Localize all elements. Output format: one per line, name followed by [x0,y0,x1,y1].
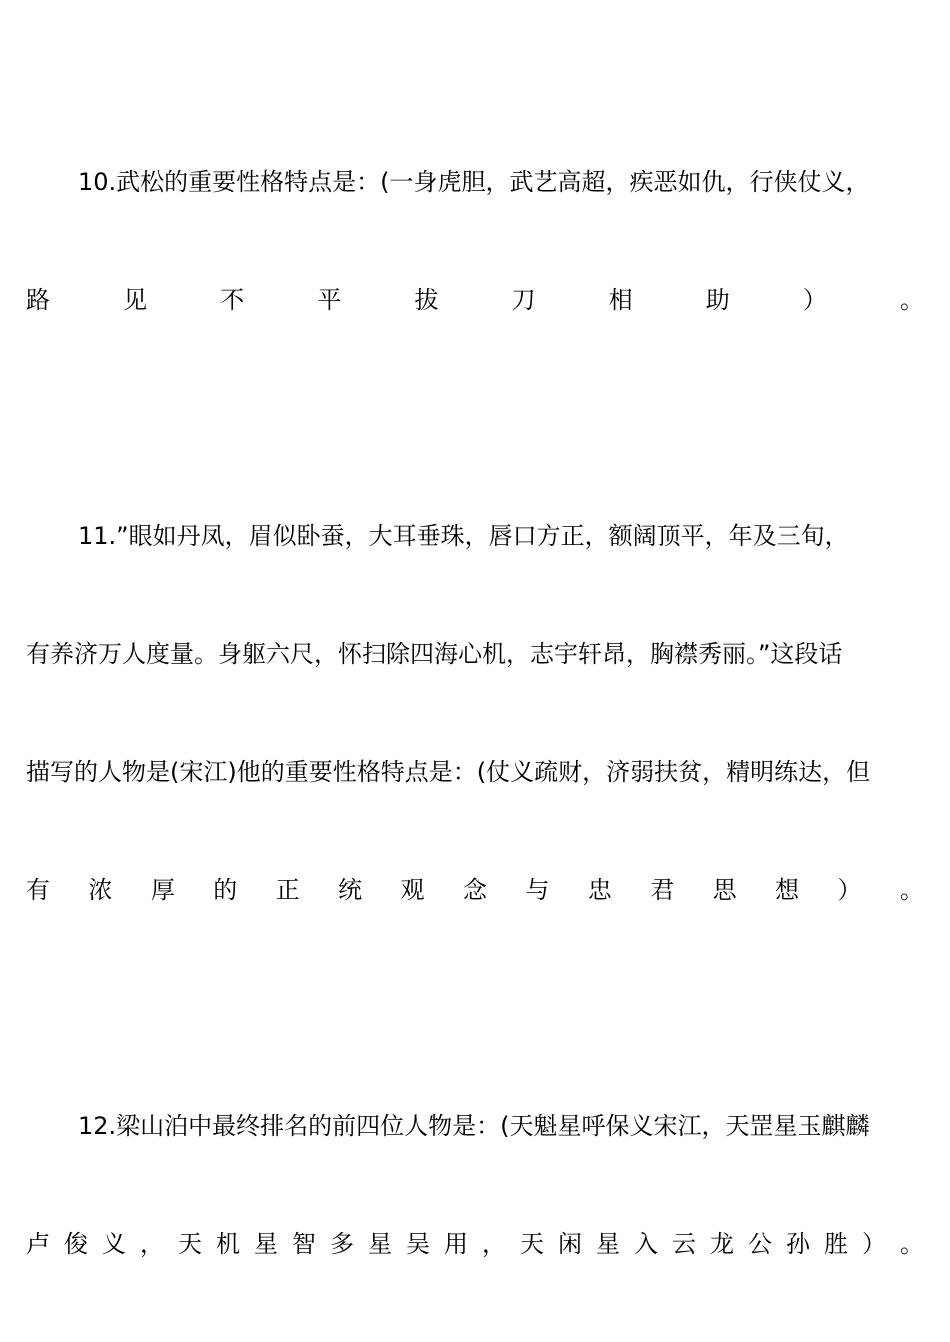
spread-char: 。 [900,1230,924,1258]
spread-char: 龙 [710,1230,734,1258]
spread-char: 智 [292,1230,316,1258]
spread-char: 天 [520,1230,544,1258]
spread-char: 念 [462,876,487,904]
spread-char: 浓 [88,876,113,904]
spread-char: 云 [672,1230,696,1258]
spread-char: 拔 [414,286,439,314]
spread-char: 观 [400,876,425,904]
spread-char: 与 [525,876,550,904]
spread-char: 刀 [511,286,536,314]
spread-char: 多 [330,1230,354,1258]
spread-char: 正 [275,876,300,904]
spread-char: 统 [338,876,363,904]
item-12-line-2 [26,1224,924,1264]
spread-char: ） [862,1230,886,1258]
item-10-line-1: 10.武松的重要性格特点是：(一身虎胆，武艺高超，疾恶如仇，行侠仗义， [78,168,870,196]
spread-char: 不 [220,286,245,314]
spread-char: 星 [596,1230,620,1258]
item-11-line-1: 11.”眼如丹凤，眉似卧蚕，大耳垂珠，唇口方正，额阔顶平，年及三旬， [78,522,849,550]
spread-char: 助 [705,286,730,314]
item-12-line-1: 12.梁山泊中最终排名的前四位人物是：(天魁星呼保义宋江，天罡星玉麒麟 [78,1112,870,1140]
spread-char: 吴 [406,1230,430,1258]
spread-char: ， [482,1230,506,1258]
spread-char: 思 [712,876,737,904]
spread-char: 俊 [64,1230,88,1258]
spread-char: 路 [26,286,50,314]
item-11-line-2: 有养济万人度量。身躯六尺，怀扫除四海心机，志宇轩昂，胸襟秀丽。”这段话 [26,640,843,668]
spread-char: 卢 [26,1230,50,1258]
spread-char: 天 [178,1230,202,1258]
spread-char: 入 [634,1230,658,1258]
spread-char: 君 [650,876,675,904]
spread-char: 。 [899,876,924,904]
spread-char: 有 [26,876,50,904]
spread-char: 义 [102,1230,126,1258]
spread-char: 忠 [587,876,612,904]
spread-char: 的 [213,876,238,904]
spread-char: ） [837,876,862,904]
spread-char: 平 [317,286,342,314]
spread-char: 见 [123,286,148,314]
spread-char: 公 [748,1230,772,1258]
spread-char: 星 [254,1230,278,1258]
spread-char: 闲 [558,1230,582,1258]
item-10-line-2 [26,280,924,320]
spread-char: 想 [775,876,800,904]
spread-char: 厚 [150,876,175,904]
spread-char: 相 [608,286,633,314]
spread-char: 机 [216,1230,240,1258]
spread-char: ） [802,286,827,314]
item-11-line-4 [26,870,924,910]
item-11-line-3: 描写的人物是(宋江)他的重要性格特点是：(仗义疏财，济弱扶贫，精明练达，但 [26,758,871,786]
spread-char: 。 [899,286,924,314]
spread-char: 用 [444,1230,468,1258]
spread-char: ， [140,1230,164,1258]
spread-char: 孙 [786,1230,810,1258]
spread-char: 星 [368,1230,392,1258]
spread-char: 胜 [824,1230,848,1258]
